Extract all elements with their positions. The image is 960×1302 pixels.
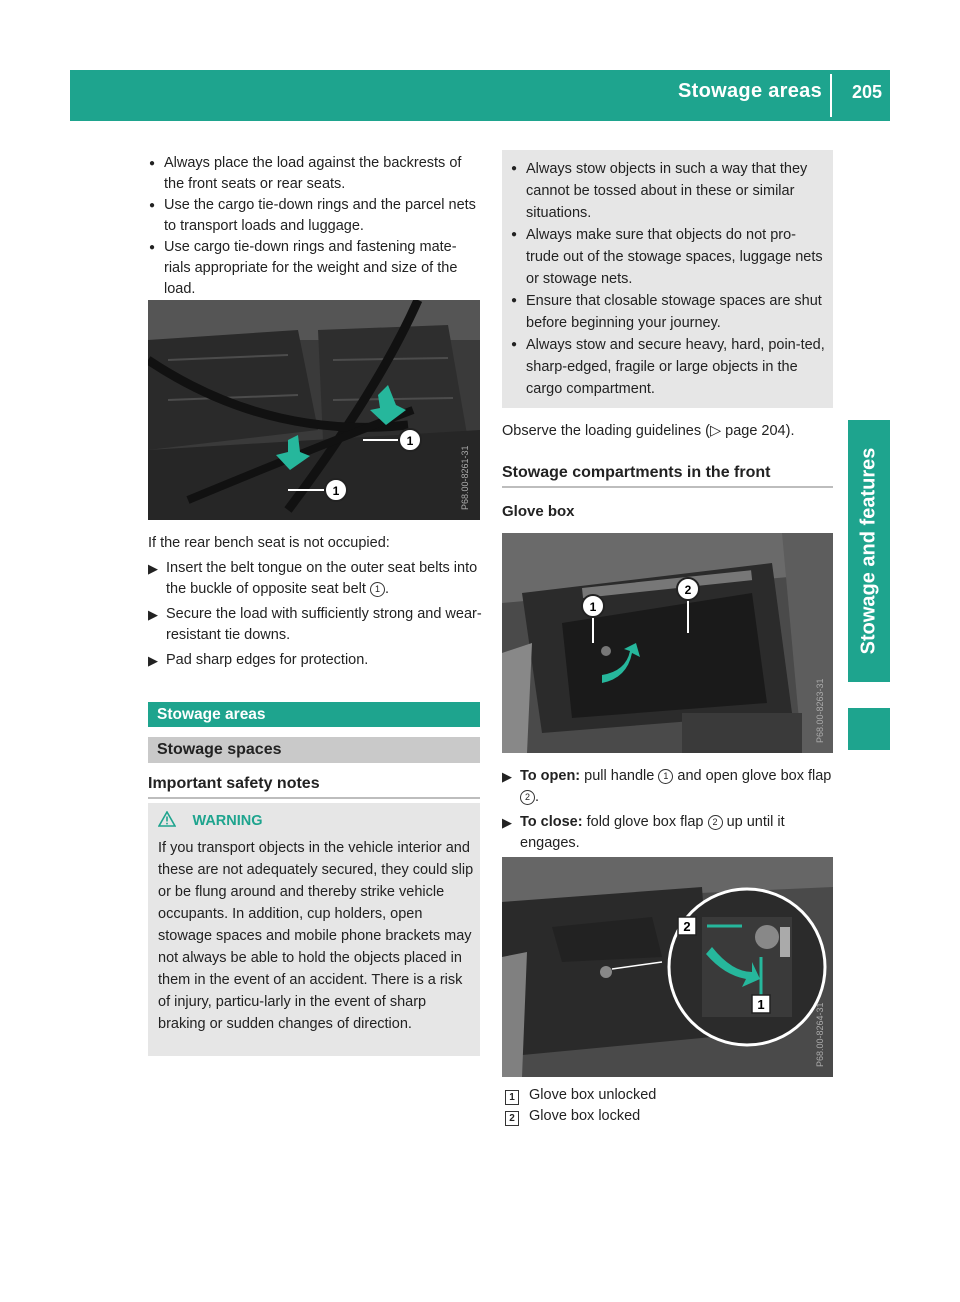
list-item: ● Always stow objects in such a way that they cannot be tossed about in these or similar situations. — [511, 161, 808, 221]
chapter-marker — [848, 708, 890, 750]
divider — [148, 797, 480, 799]
list-item: ● Ensure that closable stowage spaces are shut before beginning your journey. — [511, 293, 822, 331]
legend-item: 2 Glove box locked — [505, 1106, 835, 1127]
figure-legend — [505, 1085, 835, 1127]
list-item: ● Always make sure that objects do not pro-trude out of the stowage spaces, luggage nets or stowage nets. — [511, 227, 823, 287]
page-number: 205 — [851, 82, 882, 102]
step-item: ▶ Pad sharp edges for protection. — [148, 652, 369, 668]
step-item: ▶ Secure the load with sufficiently strong and wear-resistant tie downs. — [148, 606, 482, 643]
glove-box-heading: Glove box — [502, 503, 575, 520]
glove-box-steps — [502, 766, 836, 854]
label-2: 2 — [683, 919, 691, 934]
front-heading: Stowage compartments in the front — [502, 464, 771, 481]
callout-1: 1 — [589, 600, 597, 614]
warning-title: WARNING — [192, 813, 263, 829]
section-heading: Stowage areas — [148, 702, 480, 727]
label-1: 1 — [757, 997, 765, 1012]
list-item: ● Use the cargo tie-down rings and the parcel nets to transport loads and luggage. — [149, 197, 476, 234]
step-item: ▶ To close: fold glove box flap 2 up until it engages. — [502, 814, 785, 851]
glove-box-figure — [502, 533, 833, 753]
page-reference-link[interactable]: ▷ page 204 — [709, 423, 786, 439]
warning-icon — [158, 811, 176, 827]
warning-box — [148, 803, 480, 1056]
page-header — [70, 70, 890, 121]
rear-bench-text: If the rear bench seat is not occupied: — [148, 535, 390, 551]
notes-box — [502, 150, 833, 408]
callout-1b: 1 — [332, 484, 340, 498]
intro-bullets — [148, 153, 482, 300]
rear-seat-figure — [148, 300, 480, 520]
chapter-label: Stowage and features — [857, 447, 880, 655]
callout-1: 1 — [406, 434, 414, 448]
warning-title-row — [158, 811, 263, 830]
divider — [502, 486, 833, 488]
list-item: ● Use cargo tie-down rings and fastening mate-rials appropriate for the weight and size of the load. — [149, 239, 458, 297]
legend-item: 1 Glove box unlocked — [505, 1085, 835, 1106]
figure-code: P68.00-8263-31 — [815, 678, 825, 743]
figure-code: P68.00-8261-31 — [460, 445, 470, 510]
list-item: ● Always stow and secure heavy, hard, poin-ted, sharp-edged, fragile or large objects in the cargo compartment. — [511, 337, 825, 397]
step-item: ▶ To open: pull handle 1 and open glove box flap 2 . — [502, 768, 832, 805]
header-divider — [830, 74, 832, 117]
subsection-heading: Stowage spaces — [148, 737, 480, 763]
figure-code: P68.00-8264-31 — [815, 1002, 825, 1067]
header-title: Stowage areas — [678, 80, 822, 102]
instruction-steps — [148, 558, 482, 671]
callout-2: 2 — [684, 583, 692, 597]
chapter-side-tab — [848, 420, 890, 682]
observe-text: Observe the loading guidelines (▷ page 204). — [502, 423, 795, 439]
step-item: ▶ Insert the belt tongue on the outer seat belts into the buckle of opposite seat belt 1 . — [148, 560, 478, 597]
list-item: ● Always place the load against the backrests of the front seats or rear seats. — [149, 155, 462, 192]
glove-box-lock-figure — [502, 857, 833, 1077]
warning-text: If you transport objects in the vehicle interior and these are not adequately secured, they could slip or be flung around and thereby strike vehicle occupants. In addition, cup holders, open stowage spaces and mobile phone brackets may not always be able to hold the objects placed in them in the event of an accident. There is a risk of injury, particu-larly in the event of sharp braking or sudden changes of direction. — [158, 840, 474, 1032]
important-heading: Important safety notes — [148, 775, 320, 792]
